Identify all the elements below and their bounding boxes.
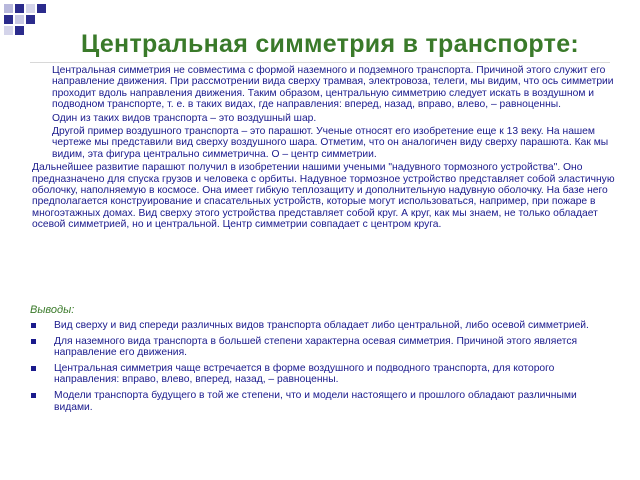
paragraph-braking-device: Дальнейшее развитие парашют получил в изобретении нашими учеными "надувного тормозного устройства". Оно предназначено для спуска грузов и человека с орбиты. Надувное тормозное устройство представляет собой эластичную оболочку, наполняемую в космосе. Она имеет гибкую теплозащиту и дополнительную надувную оболочку. На базе него предполагается конструирование и спасательных устройств, которые могут использоваться, например, при пожаре в многоэтажных домах. Вид сверху этого устройства представляет собой круг. А круг, как мы знаем, не только обладает осевой симметрией, но и центральной. Центр симметрии совпадает с центром круга.	[32, 162, 615, 231]
paragraph-parachute: Другой пример воздушного транспорта – это парашют. Ученые относят его изобретение еще к 13 веку. На нашем чертеже мы представили вид сверху воздушного шара. Отметим, что он аналогичен виду сверху парашюта. Как мы видим, эта фигура центрально симметрична. О – центр симметрии.	[52, 126, 609, 160]
square-bullet-icon	[31, 366, 36, 371]
conclusion-text: Центральная симметрия чаще встречается в форме воздушного и подводного транспорта, для которого направления: вправо, влево, вперед, назад, – равноценны.	[54, 362, 555, 386]
conclusion-text: Модели транспорта будущего в той же степени, что и модели настоящего и прошлого обладают различными видами.	[54, 389, 577, 413]
list-item	[30, 336, 600, 359]
conclusions-label: Выводы:	[30, 304, 75, 316]
body-text	[22, 65, 618, 233]
square-bullet-icon	[31, 339, 36, 344]
paragraph-balloon: Один из таких видов транспорта – это воздушный шар.	[52, 112, 317, 124]
paragraph-intro: Центральная симметрия не совместима с формой наземного и подземного транспорта. Причиной этого служит его направление движения. При рассмотрении вида сверху трамвая, электровоза, телеги, мы видим, что ось симметрии проходит вдоль направления движения. Таким образом, центральную симметрию следует искать в воздушном и подводном транспорте, т. е. в таких видах, где направления: вперед, назад, вправо, влево, – равноценны.	[52, 65, 614, 111]
title-divider	[30, 62, 610, 63]
square-bullet-icon	[31, 323, 36, 328]
list-item	[30, 390, 600, 413]
list-item	[30, 320, 600, 332]
conclusion-text: Для наземного вида транспорта в большей степени характерна осевая симметрия. Причиной этого является направление его движения.	[54, 335, 578, 359]
conclusions-list	[30, 320, 600, 417]
square-bullet-icon	[31, 393, 36, 398]
slide-title: Центральная симметрия в транспорте:	[80, 30, 580, 58]
conclusion-text: Вид сверху и вид спереди различных видов транспорта обладает либо центральной, либо осевой симметрией.	[54, 320, 589, 331]
list-item	[30, 363, 600, 386]
